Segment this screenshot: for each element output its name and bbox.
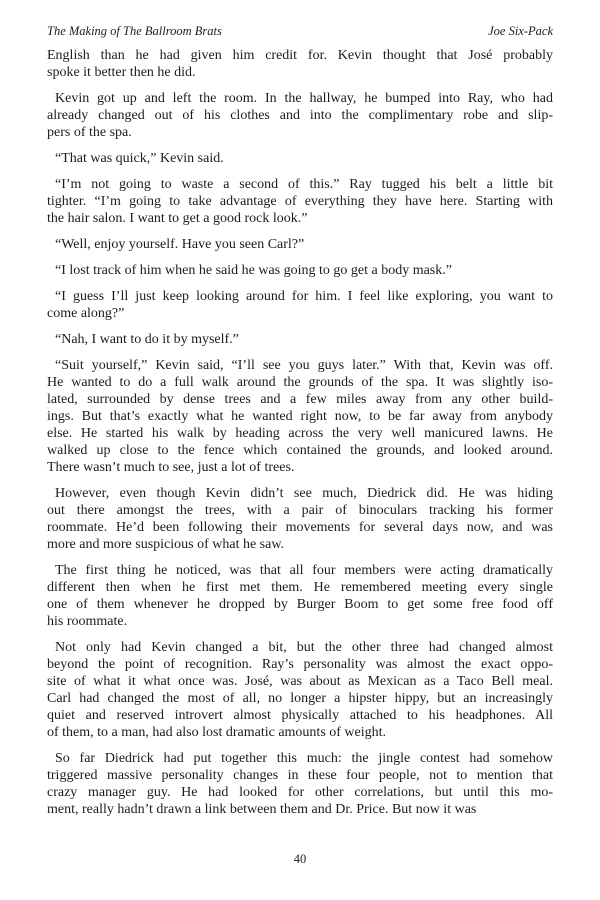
text-line: So far Diedrick had put together this much: the jingle contest had somehow <box>55 751 553 766</box>
text-line: out there amongst the trees, with a pair of binoculars tracking his former <box>47 503 553 518</box>
text-line: spoke it better then he did. <box>47 65 196 80</box>
text-line: ment, really hadn’t drawn a link between them and Dr. Price. But now it was <box>47 802 477 817</box>
paragraph <box>47 562 553 630</box>
text-line: “Well, enjoy yourself. Have you seen Carl?” <box>55 237 305 252</box>
text-line: However, even though Kevin didn’t see much, Diedrick did. He was hiding <box>55 486 553 501</box>
paragraph <box>47 236 553 253</box>
text-line: “I guess I’ll just keep looking around for him. I feel like exploring, you want to <box>55 289 553 304</box>
text-line: come along?” <box>47 306 125 321</box>
paragraph <box>47 150 553 167</box>
text-line: “Suit yourself,” Kevin said, “I’ll see you guys later.” With that, Kevin was off. <box>55 358 553 373</box>
paragraph <box>47 331 553 348</box>
text-line: more and more suspicious of what he saw. <box>47 537 285 552</box>
text-line: tighter. “I’m going to take advantage of everything they have here. Starting with <box>47 194 553 209</box>
page-footer <box>0 852 600 867</box>
text-line: site of what it what once was. José, was about as Mexican as a Taco Bell meal. <box>47 674 553 689</box>
text-line: crazy manager guy. He had looked for other correlations, but until this mo- <box>47 785 553 800</box>
text-line: “I lost track of him when he said he was going to go get a body mask.” <box>55 263 452 278</box>
text-line: “Nah, I want to do it by myself.” <box>55 332 239 347</box>
text-line: walked up close to the fence which contained the grounds, and looked around. <box>47 443 553 458</box>
text-line: already changed out of his clothes and into the complimentary robe and slip- <box>47 108 553 123</box>
text-line: quiet and reserved introvert almost physically attached to his headphones. All <box>47 708 553 723</box>
paragraph <box>47 262 553 279</box>
text-line: English than he had given him credit for. Kevin thought that José probably <box>47 48 553 63</box>
text-line: pers of the spa. <box>47 125 132 140</box>
running-header-title: The Making of The Ballroom Brats <box>47 24 222 38</box>
page-body <box>47 47 553 818</box>
paragraph <box>47 176 553 227</box>
text-line: triggered massive personality changes in these four people, not to mention that <box>47 768 553 783</box>
text-line: ings. But that’s exactly what he wanted right now, to be far away from anybody <box>47 409 553 424</box>
paragraph <box>47 47 553 81</box>
text-line: Carl had changed the most of all, no longer a hipster hippy, but an increasingly <box>47 691 553 706</box>
running-header <box>47 24 553 38</box>
text-line: of them, to a man, had also lost dramatic amounts of weight. <box>47 725 387 740</box>
text-line: He wanted to do a full walk around the grounds of the spa. It was slightly iso- <box>47 375 553 390</box>
text-line: There wasn’t much to see, just a lot of trees. <box>47 460 295 475</box>
paragraph <box>47 750 553 818</box>
paragraph <box>47 288 553 322</box>
paragraph <box>47 639 553 741</box>
paragraph <box>47 357 553 476</box>
paragraph <box>47 90 553 141</box>
text-line: lated, surrounded by dense trees and a few miles away from any other build- <box>47 392 553 407</box>
page-number: 40 <box>293 852 307 866</box>
text-line: roommate. He’d been following their movements for several days now, and was <box>47 520 553 535</box>
text-line: different then when he first met them. He remembered meeting every single <box>47 580 553 595</box>
text-line: Kevin got up and left the room. In the hallway, he bumped into Ray, who had <box>55 91 553 106</box>
text-line: the hair salon. I want to get a good rock look.” <box>47 211 308 226</box>
text-line: else. He started his walk by heading across the very well manicured lawns. He <box>47 426 553 441</box>
text-line: The first thing he noticed, was that all four members were acting dramatically <box>55 563 553 578</box>
text-line: “That was quick,” Kevin said. <box>55 151 224 166</box>
text-line: his roommate. <box>47 614 128 629</box>
text-line: one of them whenever he dropped by Burger Boom to get some free food off <box>47 597 553 612</box>
text-line: “I’m not going to waste a second of this.” Ray tugged his belt a little bit <box>55 177 553 192</box>
running-header-author: Joe Six-Pack <box>488 24 553 38</box>
paragraph <box>47 485 553 553</box>
text-line: Not only had Kevin changed a bit, but the other three had changed almost <box>55 640 553 655</box>
text-line: beyond the point of recognition. Ray’s personality was almost the exact oppo- <box>47 657 553 672</box>
